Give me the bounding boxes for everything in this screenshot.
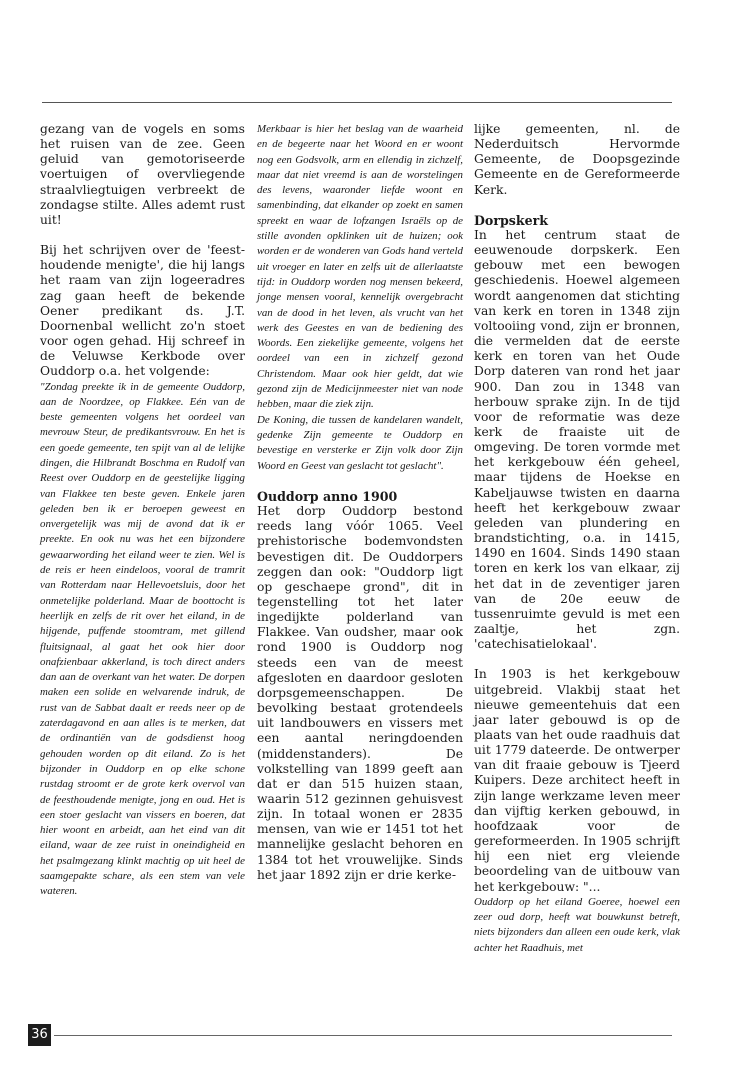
paragraph: Het dorp Ouddorp bestond reeds lang vóór 1065. Veel prehistorische bodemvondsten bevestigen dit. De Ouddorpers zeggen dan ook: "Ouddorp ligt op geschaepe grond", dit in tegenstelling tot het later ingedijkte polderland van Flakkee. Van oudsher, maar ook rond 1900 is Ouddorp nog steeds een van de meest afgesloten en daardoor gesloten dorpsgemeenschappen. De bevolking bestaat grotendeels uit landbouwers en vissers met een aantal neringdoenden (middenstanders). De volkstelling van 1899 geeft aan dat er dan 515 huizen staan, waarin 512 gezinnen gehuisvest zijn. In totaal wonen er 2835 mensen, van wie er 1451 tot het mannelijke geslacht behoren en 1384 tot het vrouwelijke. Sinds het jaar 1892 zijn er drie kerke- [257, 504, 463, 882]
paragraph: gezang van de vogels en soms het ruisen van de zee. Geen geluid van gemotoriseerde voertuigen of overvliegende straalvliegtuigen verbreekt de zondagse stilte. Alles ademt rust uit! [40, 122, 245, 227]
header-rule [42, 102, 672, 103]
column-1 [40, 122, 245, 900]
quote-text: Ouddorp op het eiland Goeree, hoewel een zeer oud dorp, heeft wat bouwkunst betreft, niets bijzonders dan alleen een oude kerk, vlak achter het Raadhuis, met [474, 895, 680, 954]
quote-text: "Zondag preekte ik in de gemeente Ouddorp, aan de Noordzee, op Flakkee. Eén van de beste gemeenten volgens het oordeel van mevrouw Steur, de predikantsvrouw. En het is een goede gemeente, ten spijt van al de lelijke dingen, die Hilbrandt Boschma en Rudolf van Reest over Ouddorp en de geestelijke ligging van Flakkee ten beste geven. Enkele jaren geleden ben ik er beroepen geweest en onvergetelijk was mij de avond dat ik er preekte. En ook nu was het een bijzondere gewaarwording het eiland weer te zien. Wel is de reis er heen eindeloos, vooral de tramrit van Rotterdam naar Hellevoetsluis, door het onmetelijke polderland. Maar de boottocht is heerlijk en zelfs de rit over het eiland, in de hijgende, puffende stoomtram, met gillend fluitsignaal, al gaat het ook hier door onafzienbaar akkerland, is toch direct anders dan aan de overkant van het water. De dorpen maken een solide en welvarende indruk, de rust van de Sabbat daalt er reeds neer op de zaterdagavond en aan alles is te merken, dat de ordinantiën van de godsdienst hoog gehouden worden op dit eiland. Zo is het bijzonder in Ouddorp en op elke schone rustdag stroomt er de grote kerk overvol van de feesthoudende menigte, jong en oud. Het is een stoer geslacht van vissers en boeren, dat hier woont en arbeidt, aan het eind van dit eiland, waar de zee ruist in oneindigheid en het psalmgezang klinkt machtig op uit heel de saamgepakte schare, als een stem van vele wateren. [40, 380, 245, 898]
paragraph: In 1903 is het kerkgebouw uitgebreid. Vlakbij staat het nieuwe gemeentehuis dat een jaar later gebouwd is op de plaats van het oude raadhuis dat uit 1779 dateerde. De ontwerper van dit fraaie gebouw is Tjeerd Kuipers. Deze architect heeft in zijn lange werkzame leven meer dan vijftig kerken gebouwd, in hoofdzaak voor de gereformeerden. In 1905 schrijft hij een niet erg vleiende beoordeling van de uitbouw van het kerkgebouw: "... [474, 667, 680, 894]
page-number: 36 [28, 1024, 51, 1046]
quote-text: Merkbaar is hier het beslag van de waarheid en de begeerte naar het Woord en er woont nog een Godsvolk, arm en ellendig in zichzelf, maar dat niet vreemd is aan de worstelingen des levens, waaronder liefde woont en samenbinding, dat elkander op zoekt en samen spreekt en waar de lofzangen Israëls op de stille avonden opklinken uit de huizen; ook worden er de wonderen van Gods hand verteld uit vroeger en later en zelfs uit de allerlaatste tijd: in Ouddorp worden nog mensen bekeerd, jonge mensen vooral, kennelijk overgebracht van de dood in het leven, als vrucht van het werk des Geestes en van de bediening des Woords. Een ziekelijke gemeente, volgens het oordeel van een in zichzelf gezond Christendom. Maar ook hier geldt, dat wie gezond zijn de Medicijnmeester niet van node hebben, maar die ziek zijn. [257, 123, 463, 411]
footer-rule [54, 1035, 672, 1036]
section-heading: Dorpskerk [474, 212, 548, 228]
quote-text: De Koning, die tussen de kandelaren wandelt, gedenke Zijn gemeente te Ouddorp en bevestige en versterke er Zijn volk door Zijn Woord en Geest van geslacht tot geslacht". [257, 413, 463, 472]
column-2 [257, 122, 463, 883]
paragraph: lijke gemeenten, nl. de Nederduitsch Hervormde Gemeente, de Doopsgezinde Gemeente en de Gereformeerde Kerk. [474, 122, 680, 197]
column-3 [474, 122, 680, 956]
paragraph: In het centrum staat de eeuwenoude dorpskerk. Een gebouw met een bewogen geschiedenis. Hoewel algemeen wordt aangenomen dat stichting van kerk en toren in 1348 zijn voltooiing vond, zijn er bronnen, die vermelden dat de eerste kerk en toren van het Oude Dorp dateren van rond het jaar 900. Dan zou in 1348 van herbouw sprake zijn. In de tijd voor de reformatie was deze kerk de fraaiste uit de omgeving. De toren vormde met het kerkgebouw één geheel, maar tijdens de Hoekse en Kabeljauwse twisten en daarna heeft het kerkgebouw zwaar geleden van plundering en brandstichting, o.a. in 1415, 1490 en 1604. Sinds 1490 staan toren en kerk los van elkaar, zij het dat in de zeventiger jaren van de 20e eeuw de tussenruimte gevuld is met een zaaltje, het zgn. 'catechisatielokaal'. [474, 227, 680, 652]
section-heading: Ouddorp anno 1900 [257, 488, 398, 504]
paragraph: Bij het schrijven over de 'feest-houdende menigte', die hij langs het raam van zijn logeeradres zag gaan heeft de bekende Oener predikant ds. J.T. Doornenbal wellicht zo'n stoet voor ogen gehad. Hij schreef in de Veluwse Kerkbode over Ouddorp o.a. het volgende: [40, 243, 245, 379]
